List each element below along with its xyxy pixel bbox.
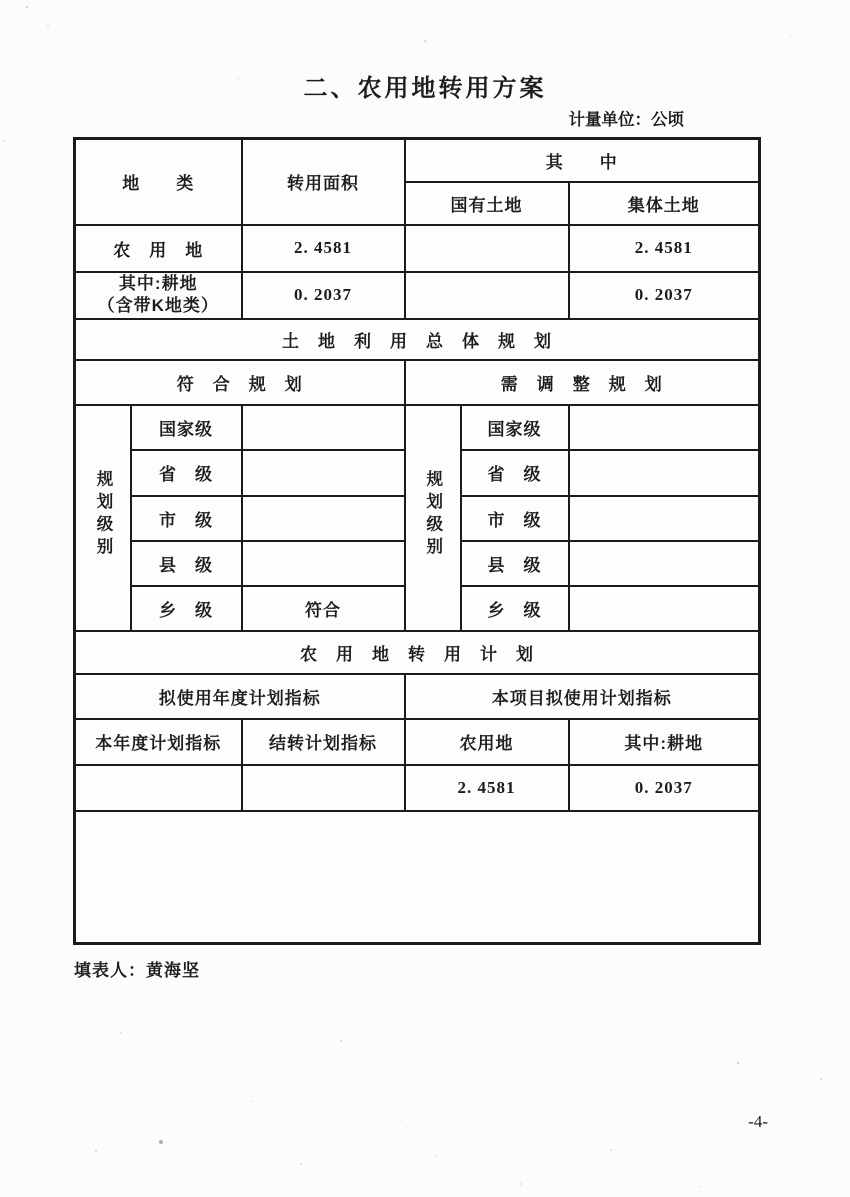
- plan-cultivated-value-cell: 0. 2037: [569, 765, 760, 811]
- compliant-level-county-cell: 县 级: [131, 541, 242, 586]
- compliant-level-municipal-cell: 市 级: [131, 496, 242, 541]
- adjust-value-township-cell: [569, 586, 760, 631]
- adjust-value-national-cell: [569, 405, 760, 450]
- cultivated-label-cell: 其中:耕地 （含带K地类）: [75, 272, 242, 319]
- adjust-value-municipal-cell: [569, 496, 760, 541]
- plan-agri-land-col-cell: 农用地: [405, 719, 569, 765]
- compliant-level-provincial-cell: 省 级: [131, 450, 242, 496]
- header-land-type-cell: 地 类: [75, 139, 242, 225]
- header-state-owned-cell: 国有土地: [405, 182, 569, 225]
- cultivated-state-cell: [405, 272, 569, 319]
- planning-level-axis-right-cell: [405, 405, 461, 631]
- agri-land-label-cell: 农 用 地: [75, 225, 242, 272]
- header-of-which-cell: 其 中: [405, 139, 760, 182]
- adjust-header-cell: 需 调 整 规 划: [405, 360, 760, 405]
- plan-agri-land-value-cell: 2. 4581: [405, 765, 569, 811]
- adjust-level-provincial-cell: 省 级: [461, 450, 569, 496]
- adjust-value-provincial-cell: [569, 450, 760, 496]
- compliant-header-cell: 符 合 规 划: [75, 360, 405, 405]
- compliant-value-township-cell: 符合: [242, 586, 405, 631]
- annual-quota-value-cell: [75, 765, 242, 811]
- scan-noise: [0, 0, 2, 2]
- adjust-level-national-cell: 国家级: [461, 405, 569, 450]
- header-area-cell: 转用面积: [242, 139, 405, 225]
- land-conversion-table: [73, 137, 761, 945]
- cultivated-collective-cell: 0. 2037: [569, 272, 760, 319]
- agri-land-state-cell: [405, 225, 569, 272]
- compliant-level-township-cell: 乡 级: [131, 586, 242, 631]
- agri-land-collective-cell: 2. 4581: [569, 225, 760, 272]
- planning-section-title-cell: 土 地 利 用 总 体 规 划: [75, 319, 760, 360]
- page-number: -4-: [748, 1112, 768, 1131]
- compliant-value-municipal-cell: [242, 496, 405, 541]
- carryover-quota-col-cell: 结转计划指标: [242, 719, 405, 765]
- project-quota-header-cell: 本项目拟使用计划指标: [405, 674, 760, 719]
- remarks-empty-cell: [75, 811, 760, 944]
- adjust-level-county-cell: 县 级: [461, 541, 569, 586]
- page-title: 二、农用地转用方案: [303, 75, 547, 102]
- cultivated-area-cell: 0. 2037: [242, 272, 405, 319]
- annual-quota-col-cell: 本年度计划指标: [75, 719, 242, 765]
- planning-level-axis-left-label: 规划级别: [94, 470, 112, 560]
- adjust-level-township-cell: 乡 级: [461, 586, 569, 631]
- compliant-level-national-cell: 国家级: [131, 405, 242, 450]
- adjust-value-county-cell: [569, 541, 760, 586]
- planning-level-axis-right-label: 规划级别: [423, 470, 442, 560]
- compliant-value-provincial-cell: [242, 450, 405, 496]
- annual-quota-header-cell: 拟使用年度计划指标: [75, 674, 405, 719]
- plan-cultivated-col-cell: 其中:耕地: [569, 719, 760, 765]
- compliant-value-national-cell: [242, 405, 405, 450]
- form-filler-label: 填表人：黄海坚: [74, 961, 200, 980]
- planning-level-axis-left-cell: [75, 405, 131, 631]
- agri-land-area-cell: 2. 4581: [242, 225, 405, 272]
- adjust-level-municipal-cell: 市 级: [461, 496, 569, 541]
- header-collective-cell: 集体土地: [569, 182, 760, 225]
- unit-note: 计量单位：公顷: [568, 111, 684, 129]
- plan-section-title-cell: 农 用 地 转 用 计 划: [75, 631, 760, 674]
- compliant-value-county-cell: [242, 541, 405, 586]
- carryover-quota-value-cell: [242, 765, 405, 811]
